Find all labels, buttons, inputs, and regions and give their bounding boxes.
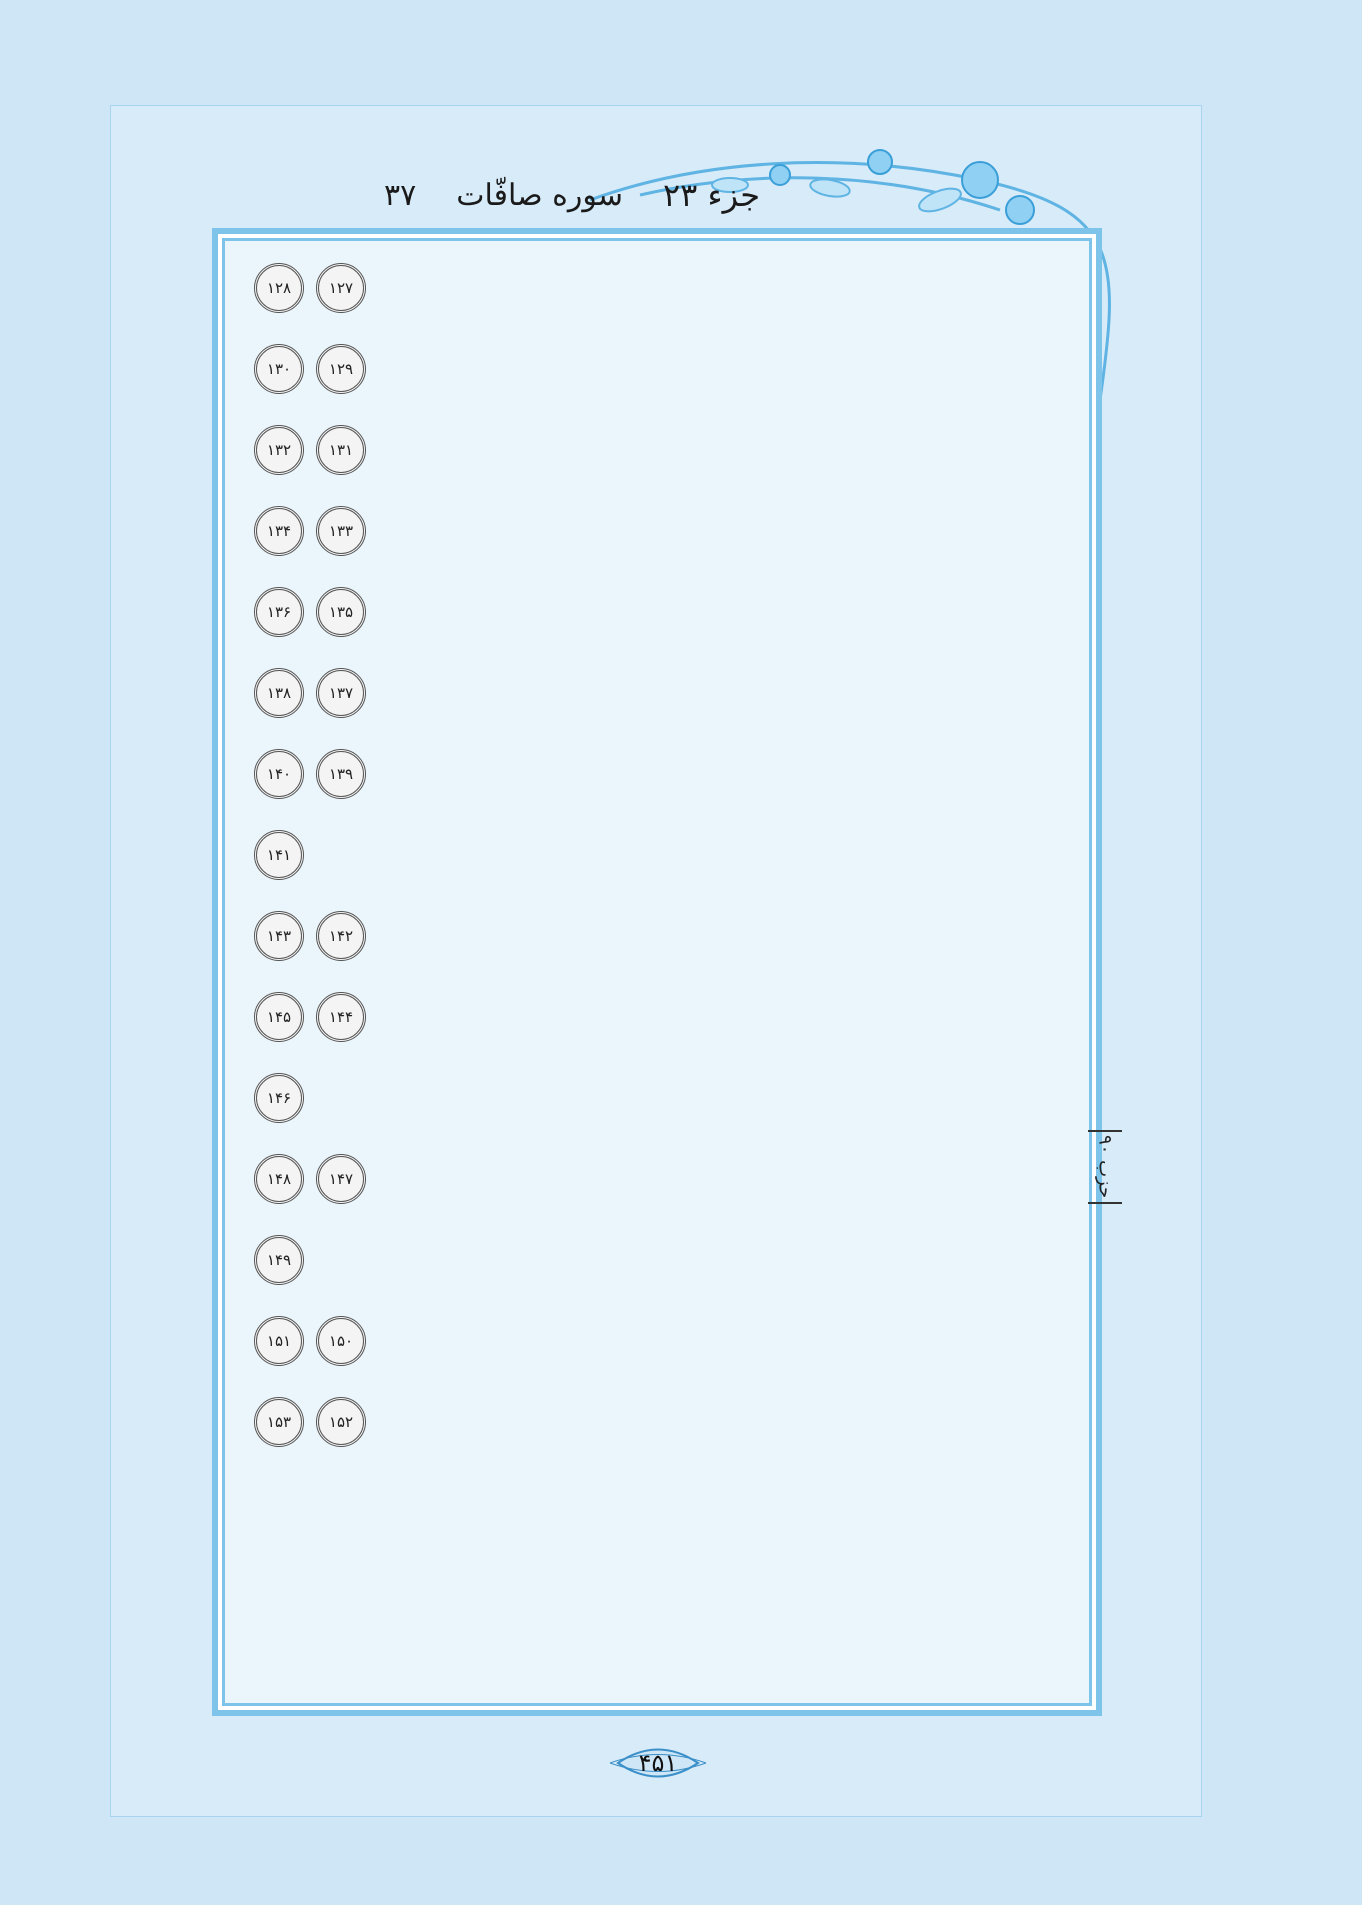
translation-text	[248, 557, 1068, 581]
page-number: ۴۵۱	[638, 1749, 678, 1777]
arabic-text-line	[248, 343, 1068, 395]
translation-text	[248, 1124, 1068, 1148]
ayah-number-marker: ۱۴۶	[254, 1073, 304, 1123]
ayah-number-marker: ۱۵۳	[254, 1397, 304, 1447]
ayah-number-marker: ۱۴۹	[254, 1235, 304, 1285]
translation-text	[248, 395, 1068, 419]
translation-text	[248, 1286, 1068, 1310]
ayah-number-marker: ۱۴۱	[254, 830, 304, 880]
arabic-text-line	[248, 748, 1068, 800]
page-number-badge	[608, 1740, 708, 1786]
page-header	[300, 165, 760, 225]
arabic-text-line	[248, 667, 1068, 719]
verse-line	[248, 1396, 1068, 1477]
translation-text	[248, 314, 1068, 338]
ayah-number-marker: ۱۴۸	[254, 1154, 304, 1204]
arabic-text-line	[248, 1072, 1068, 1124]
ayah-number-marker: ۱۳۰	[254, 344, 304, 394]
ayah-number-marker: ۱۳۸	[254, 668, 304, 718]
arabic-text-line	[248, 1396, 1068, 1448]
verse-line	[248, 1072, 1068, 1153]
verse-line	[248, 667, 1068, 748]
verse-line	[248, 343, 1068, 424]
verse-line	[248, 748, 1068, 829]
translation-text	[248, 881, 1068, 905]
verse-line	[248, 424, 1068, 505]
translation-text	[248, 962, 1068, 986]
arabic-text-line	[248, 991, 1068, 1043]
verse-line	[248, 262, 1068, 343]
translation-text	[248, 1448, 1068, 1472]
translation-text	[248, 1205, 1068, 1229]
ayah-number-marker: ۱۳۴	[254, 506, 304, 556]
surah-number: ۳۷	[384, 177, 417, 213]
ayah-number-marker: ۱۳۵	[316, 587, 366, 637]
ayah-number-marker: ۱۴۰	[254, 749, 304, 799]
arabic-text-line	[248, 1234, 1068, 1286]
arabic-text-line	[248, 910, 1068, 962]
surah-name: سوره صافّات	[456, 177, 623, 213]
translation-text	[248, 638, 1068, 662]
ayah-number-marker: ۱۵۱	[254, 1316, 304, 1366]
ayah-number-marker: ۱۵۰	[316, 1316, 366, 1366]
arabic-text-line	[248, 1315, 1068, 1367]
translation-text	[248, 719, 1068, 743]
ayah-number-marker: ۱۳۹	[316, 749, 366, 799]
translation-text	[248, 1043, 1068, 1067]
ayah-number-marker: ۱۴۳	[254, 911, 304, 961]
ayah-number-marker: ۱۴۴	[316, 992, 366, 1042]
ayah-number-marker: ۱۴۵	[254, 992, 304, 1042]
ayah-number-marker: ۱۳۳	[316, 506, 366, 556]
ayah-number-marker: ۱۴۷	[316, 1154, 366, 1204]
ayah-number-marker: ۱۲۷	[316, 263, 366, 313]
verse-line	[248, 991, 1068, 1072]
arabic-text-line	[248, 505, 1068, 557]
ayah-number-marker: ۱۲۹	[316, 344, 366, 394]
translation-text	[248, 476, 1068, 500]
ayah-number-marker: ۱۲۸	[254, 263, 304, 313]
ayah-number-marker: ۱۳۷	[316, 668, 366, 718]
arabic-text-line	[248, 829, 1068, 881]
ayah-number-marker: ۱۳۶	[254, 587, 304, 637]
ayah-number-marker: ۱۳۲	[254, 425, 304, 475]
verse-line	[248, 910, 1068, 991]
verse-line	[248, 505, 1068, 586]
ayah-number-marker: ۱۳۱	[316, 425, 366, 475]
verse-line	[248, 1153, 1068, 1234]
arabic-text-line	[248, 424, 1068, 476]
verse-line	[248, 1315, 1068, 1396]
verse-line	[248, 829, 1068, 910]
arabic-text-line	[248, 1153, 1068, 1205]
ayah-number-marker: ۱۴۲	[316, 911, 366, 961]
juz-label: جزء ۲۳	[662, 176, 760, 214]
verse-lines	[248, 262, 1068, 1477]
arabic-text-line	[248, 586, 1068, 638]
verse-line	[248, 586, 1068, 667]
ayah-number-marker: ۱۵۲	[316, 1397, 366, 1447]
verse-line	[248, 1234, 1068, 1315]
translation-text	[248, 1367, 1068, 1391]
hizb-marker: حزب ۹۰	[1088, 1130, 1122, 1204]
translation-text	[248, 800, 1068, 824]
arabic-text-line	[248, 262, 1068, 314]
